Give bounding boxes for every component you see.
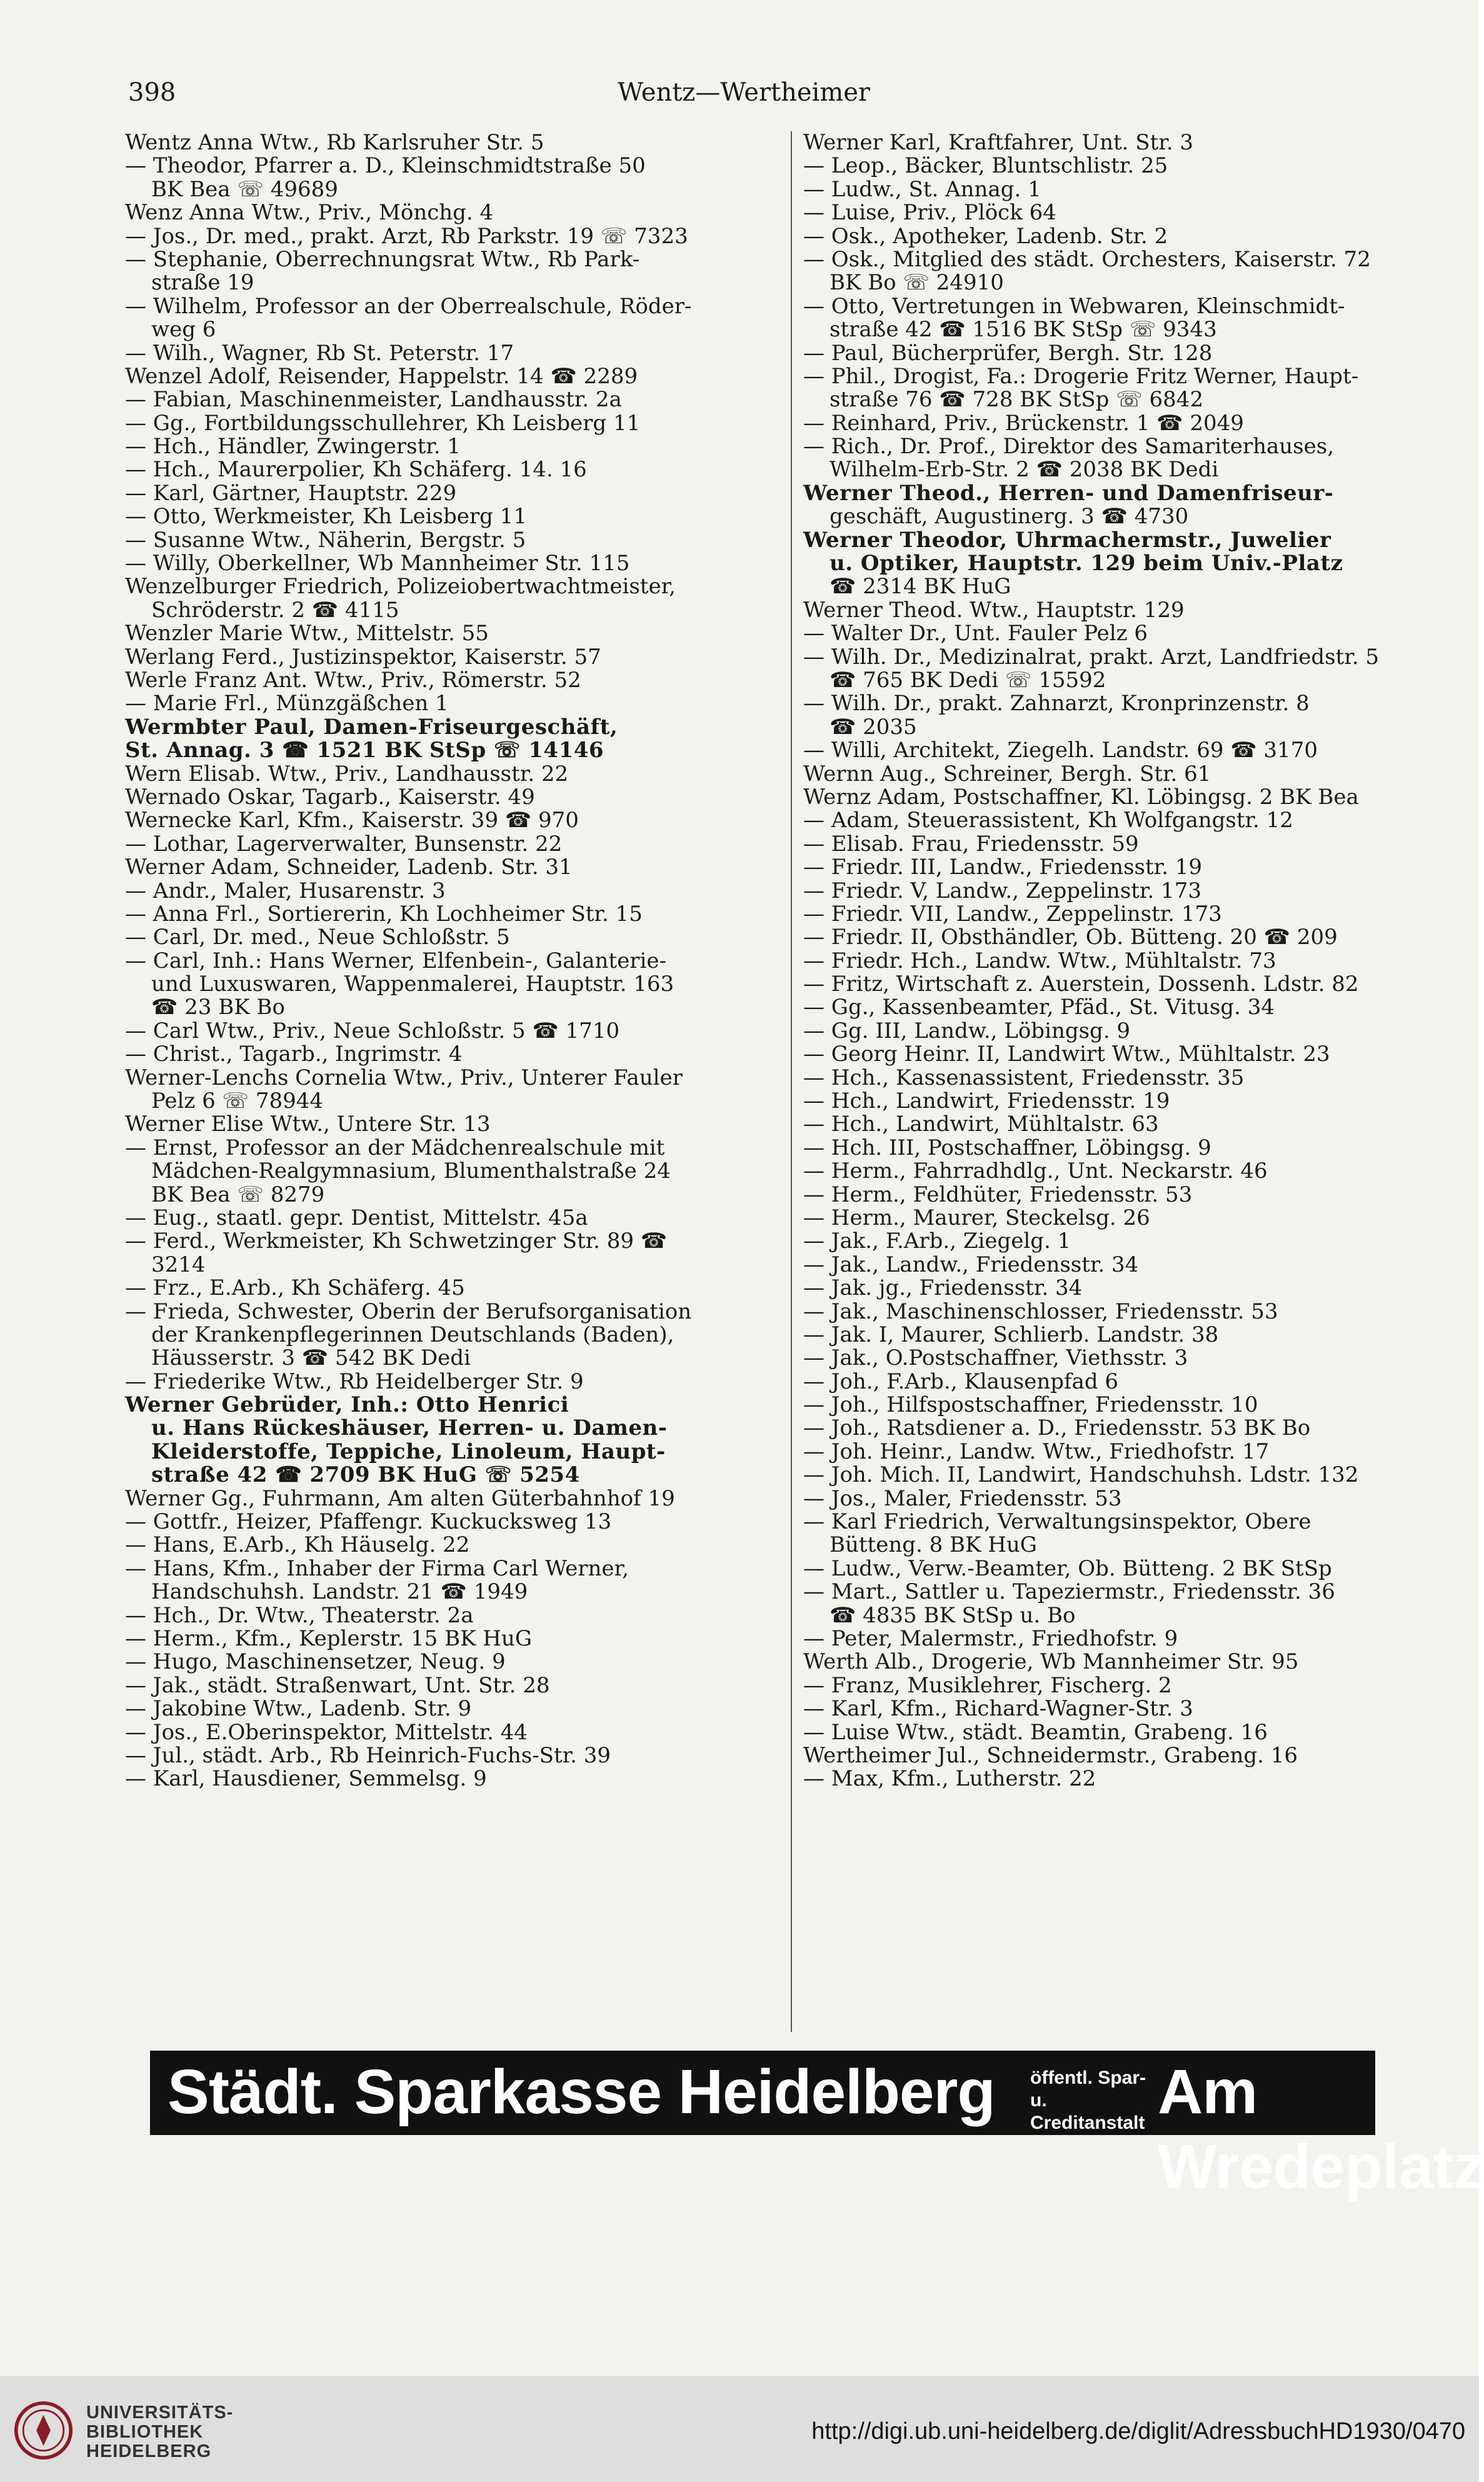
directory-entry-line: — Georg Heinr. II, Landwirt Wtw., Mühltalstr. 23 — [803, 1042, 1330, 1067]
directory-entry-line: — Jos., Maler, Friedensstr. 53 — [803, 1485, 1122, 1511]
directory-entry-line: — Friederike Wtw., Rb Heidelberger Str. 9 — [125, 1369, 584, 1394]
directory-entry-line: Werner Gebrüder, Inh.: Otto Henrici — [125, 1392, 569, 1418]
directory-entry-line: ☎ 765 BK Dedi ☏ 15592 — [830, 667, 1106, 693]
directory-entry-line: Handschuhsh. Landstr. 21 ☎ 1949 — [151, 1579, 528, 1605]
directory-entry-line: Wertheimer Jul., Schneidermstr., Grabeng. 16 — [803, 1742, 1298, 1768]
directory-entry-line: — Otto, Werkmeister, Kh Leisberg 11 — [125, 504, 527, 530]
directory-entry-line: — Jak. I, Maurer, Schlierb. Landstr. 38 — [803, 1322, 1219, 1347]
directory-entry-line: Wernz Adam, Postschaffner, Kl. Löbingsg. 2 BK Bea — [803, 784, 1359, 810]
directory-entry-line: straße 42 ☎ 2709 BK HuG ☏ 5254 — [151, 1462, 580, 1488]
directory-entry-line: — Friedr. VII, Landw., Zeppelinstr. 173 — [803, 901, 1222, 927]
directory-entry-line: Wernecke Karl, Kfm., Kaiserstr. 39 ☎ 970 — [125, 808, 579, 833]
directory-entry-line: Häusserstr. 3 ☎ 542 BK Dedi — [151, 1345, 471, 1371]
directory-entry-line: 3214 — [151, 1252, 206, 1277]
directory-entry-line: Schröderstr. 2 ☎ 4115 — [151, 597, 399, 623]
directory-entry-line: — Herm., Maurer, Steckelsg. 26 — [803, 1205, 1150, 1230]
viewer-footer — [0, 2376, 1479, 2482]
library-logo-text — [86, 2403, 233, 2461]
directory-entry-line: Wermbter Paul, Damen-Friseurgeschäft, — [125, 714, 618, 740]
directory-entry-line: — Jak., Maschinenschlosser, Friedensstr. 53 — [803, 1299, 1278, 1324]
directory-entry-line: — Wilh., Wagner, Rb St. Peterstr. 17 — [125, 340, 514, 366]
directory-entry-line: — Carl, Inh.: Hans Werner, Elfenbein-, Galanterie- — [125, 948, 666, 973]
directory-entry-line: Bütteng. 8 BK HuG — [830, 1532, 1037, 1558]
university-seal-icon — [14, 2401, 73, 2460]
directory-entry-line: Wernado Oskar, Tagarb., Kaiserstr. 49 — [125, 784, 535, 810]
logo-line-1: UNIVERSITÄTS- — [86, 2403, 234, 2423]
directory-entry-line: — Karl, Gärtner, Hauptstr. 229 — [125, 480, 457, 506]
directory-entry-line: — Willi, Architekt, Ziegelh. Landstr. 69 ☎ 3170 — [803, 738, 1318, 763]
directory-entry-line: — Willy, Oberkellner, Wb Mannheimer Str. 115 — [125, 551, 630, 576]
directory-entry-line: — Joh., Ratsdiener a. D., Friedensstr. 53 BK Bo — [803, 1415, 1311, 1441]
directory-entry-line: — Jos., E.Oberinspektor, Mittelstr. 44 — [125, 1719, 528, 1745]
directory-entry-line: — Gg., Fortbildungsschullehrer, Kh Leisberg 11 — [125, 410, 641, 436]
directory-entry-line: — Anna Frl., Sortiererin, Kh Lochheimer Str. 15 — [125, 901, 643, 927]
directory-entry-line: — Jak. jg., Friedensstr. 34 — [803, 1275, 1083, 1301]
directory-entry-line: straße 19 — [151, 270, 254, 296]
directory-entry-line: — Hch., Kassenassistent, Friedensstr. 35 — [803, 1065, 1245, 1090]
directory-entry-line: — Frz., E.Arb., Kh Schäferg. 45 — [125, 1275, 465, 1301]
directory-entry-line: Werner Adam, Schneider, Ladenb. Str. 31 — [125, 855, 573, 880]
column-divider — [791, 131, 792, 2032]
directory-entry-line: — Friedr. V, Landw., Zeppelinstr. 173 — [803, 878, 1201, 903]
directory-entry-line: — Jak., O.Postschaffner, Viethsstr. 3 — [803, 1345, 1188, 1371]
directory-entry-line: — Hch., Maurerpolier, Kh Schäferg. 14. 16 — [125, 457, 587, 483]
running-title: Wentz—Wertheimer — [617, 78, 871, 107]
directory-entry-line: — Herm., Feldhüter, Friedensstr. 53 — [803, 1182, 1193, 1207]
directory-entry-line: Wern Elisab. Wtw., Priv., Landhausstr. 22 — [125, 761, 569, 786]
directory-entry-line: Werner Theod., Herren- und Damenfriseur- — [803, 480, 1334, 506]
directory-entry-line: geschäft, Augustinerg. 3 ☎ 4730 — [830, 504, 1189, 530]
directory-entry-line: — Joh., Hilfspostschaffner, Friedensstr. 10 — [803, 1392, 1258, 1418]
directory-entry-line: Werner Theodor, Uhrmachermstr., Juwelier — [803, 527, 1331, 553]
directory-entry-line: — Hch. III, Postschaffner, Löbingsg. 9 — [803, 1135, 1211, 1160]
directory-entry-line: — Herm., Fahrradhdlg., Unt. Neckarstr. 46 — [803, 1158, 1268, 1184]
directory-entry-line: — Joh. Mich. II, Landwirt, Handschuhsh. Ldstr. 132 — [803, 1462, 1359, 1488]
directory-entry-line: — Hans, E.Arb., Kh Häuselg. 22 — [125, 1532, 470, 1558]
directory-entry-line: Wenzler Marie Wtw., Mittelstr. 55 — [125, 621, 489, 646]
directory-entry-line: — Hch., Landwirt, Friedensstr. 19 — [803, 1088, 1170, 1114]
directory-entry-line: — Otto, Vertretungen in Webwaren, Kleinschmidt- — [803, 293, 1345, 319]
right-column — [803, 131, 1453, 2038]
directory-entry-line: BK Bo ☏ 24910 — [830, 270, 1004, 296]
directory-entry-line: — Friedr. Hch., Landw. Wtw., Mühltalstr. 73 — [803, 948, 1276, 973]
directory-entry-line: Wenzelburger Friedrich, Polizeiobertwachtmeister, — [125, 574, 676, 600]
directory-entry-line: BK Bea ☏ 8279 — [151, 1182, 325, 1207]
directory-entry-line: St. Annag. 3 ☎ 1521 BK StSp ☏ 14146 — [125, 738, 604, 763]
directory-entry-line: — Karl, Kfm., Richard-Wagner-Str. 3 — [803, 1696, 1193, 1722]
page-header — [128, 74, 1360, 111]
directory-entry-line: — Jak., Landw., Friedensstr. 34 — [803, 1252, 1139, 1277]
directory-entry-line: — Eug., staatl. gepr. Dentist, Mittelstr. 45a — [125, 1205, 588, 1230]
directory-entry-line: — Friedr. II, Obsthändler, Ob. Bütteng. 20 ☎ 209 — [803, 925, 1338, 950]
directory-entry-line: — Hch., Händler, Zwingerstr. 1 — [125, 434, 461, 460]
directory-entry-line: — Friedr. III, Landw., Friedensstr. 19 — [803, 855, 1203, 880]
directory-entry-line: — Gottfr., Heizer, Pfaffengr. Kuckucksweg 13 — [125, 1509, 612, 1535]
directory-entry-line: — Reinhard, Priv., Brückenstr. 1 ☎ 2049 — [803, 410, 1244, 436]
banner-location-text: Am Wredeplatz — [1158, 2057, 1484, 2202]
directory-entry-line: Werlang Ferd., Justizinspektor, Kaiserstr. 57 — [125, 644, 601, 670]
directory-entry-line: Mädchen-Realgymnasium, Blumenthalstraße 24 — [151, 1158, 671, 1184]
directory-entry-line: Werle Franz Ant. Wtw., Priv., Römerstr. 52 — [125, 667, 581, 693]
directory-entry-line: — Ernst, Professor an der Mädchenrealschule mit — [125, 1135, 665, 1160]
directory-entry-line: Pelz 6 ☏ 78944 — [151, 1088, 323, 1114]
directory-entry-line: Wilhelm-Erb-Str. 2 ☎ 2038 BK Dedi — [830, 457, 1219, 483]
directory-entry-line: — Carl Wtw., Priv., Neue Schloßstr. 5 ☎ 1710 — [125, 1018, 620, 1043]
directory-entry-line: — Walter Dr., Unt. Fauler Pelz 6 — [803, 621, 1148, 646]
directory-entry-line: — Marie Frl., Münzgäßchen 1 — [125, 691, 449, 716]
directory-entry-line: — Elisab. Frau, Friedensstr. 59 — [803, 831, 1139, 857]
directory-entry-line: straße 76 ☎ 728 BK StSp ☏ 6842 — [830, 387, 1204, 413]
directory-entry-line: — Hch., Dr. Wtw., Theaterstr. 2a — [125, 1602, 474, 1628]
directory-entry-line: — Luise Wtw., städt. Beamtin, Grabeng. 16 — [803, 1719, 1268, 1745]
directory-entry-line: — Susanne Wtw., Näherin, Bergstr. 5 — [125, 527, 526, 553]
directory-entry-line: u. Optiker, Hauptstr. 129 beim Univ.-Platz — [830, 551, 1343, 576]
directory-entry-line: — Gg. III, Landw., Löbingsg. 9 — [803, 1018, 1131, 1043]
directory-entry-line: — Karl, Hausdiener, Semmelsg. 9 — [125, 1766, 487, 1792]
left-column — [125, 131, 775, 2038]
directory-entry-line: — Ferd., Werkmeister, Kh Schwetzinger Str. 89 ☎ — [125, 1228, 668, 1254]
directory-entry-line: — Fabian, Maschinenmeister, Landhausstr. 2a — [125, 387, 622, 413]
directory-entry-line: — Hans, Kfm., Inhaber der Firma Carl Werner, — [125, 1555, 629, 1581]
directory-entry-line: ☎ 2035 — [830, 714, 917, 740]
advertisement-banner — [150, 2051, 1484, 2202]
directory-entry-line: Werth Alb., Drogerie, Wb Mannheimer Str. 95 — [803, 1649, 1299, 1675]
directory-entry-line: — Wilh. Dr., Medizinalrat, prakt. Arzt, Landfriedstr. 5 — [803, 644, 1379, 670]
directory-entry-line: Wenzel Adolf, Reisender, Happelstr. 14 ☎ 2289 — [125, 363, 638, 389]
directory-entry-line: — Peter, Malermstr., Friedhofstr. 9 — [803, 1626, 1178, 1651]
directory-entry-line: Werner Elise Wtw., Untere Str. 13 — [125, 1112, 491, 1137]
directory-entry-line: — Fritz, Wirtschaft z. Auerstein, Dossenh. Ldstr. 82 — [803, 972, 1359, 997]
directory-entry-line: — Leop., Bäcker, Bluntschlistr. 25 — [803, 153, 1168, 179]
directory-entry-line: Werner Gg., Fuhrmann, Am alten Güterbahnhof 19 — [125, 1485, 675, 1511]
directory-entry-line: — Max, Kfm., Lutherstr. 22 — [803, 1766, 1096, 1792]
directory-entry-line: und Luxuswaren, Wappenmalerei, Hauptstr. 163 — [151, 972, 674, 997]
directory-entry-line: — Joh., F.Arb., Klausenpfad 6 — [803, 1369, 1119, 1394]
directory-entry-line: ☎ 4835 BK StSp u. Bo — [830, 1602, 1076, 1628]
banner-small-line-1: öffentl. Spar- u. — [1030, 2067, 1146, 2111]
logo-line-2: BIBLIOTHEK — [86, 2422, 204, 2442]
directory-entry-line: — Frieda, Schwester, Oberin der Berufsorganisation — [125, 1299, 692, 1324]
directory-entry-line: — Paul, Bücherprüfer, Bergh. Str. 128 — [803, 340, 1213, 366]
directory-entry-line: — Franz, Musiklehrer, Fischerg. 2 — [803, 1672, 1172, 1698]
directory-entry-line: — Rich., Dr. Prof., Direktor des Samariterhauses, — [803, 434, 1335, 460]
directory-entry-line: — Gg., Kassenbeamter, Pfäd., St. Vitusg. 34 — [803, 995, 1275, 1020]
source-url-link[interactable]: http://digi.ub.uni-heidelberg.de/diglit/AdressbuchHD1930/0470 — [811, 2418, 1465, 2444]
directory-entry-line: — Mart., Sattler u. Tapeziermstr., Friedensstr. 36 — [803, 1579, 1335, 1605]
directory-entry-line: — Jul., städt. Arb., Rb Heinrich-Fuchs-Str. 39 — [125, 1742, 611, 1768]
directory-entry-line: — Theodor, Pfarrer a. D., Kleinschmidtstraße 50 — [125, 153, 646, 179]
directory-entry-line: — Stephanie, Oberrechnungsrat Wtw., Rb Park- — [125, 246, 640, 272]
directory-entry-line: u. Hans Rückeshäuser, Herren- u. Damen- — [151, 1415, 668, 1441]
directory-entry-line: Werner Theod. Wtw., Hauptstr. 129 — [803, 597, 1185, 623]
directory-entry-line: Kleiderstoffe, Teppiche, Linoleum, Haupt- — [151, 1439, 666, 1464]
directory-entry-line: Wernn Aug., Schreiner, Bergh. Str. 61 — [803, 761, 1211, 786]
directory-entry-line: — Phil., Drogist, Fa.: Drogerie Fritz Werner, Haupt- — [803, 363, 1359, 389]
directory-entry-line: Wentz Anna Wtw., Rb Karlsruher Str. 5 — [125, 130, 544, 155]
directory-entry-line: — Luise, Priv., Plöck 64 — [803, 200, 1056, 226]
banner-small-text — [1030, 2067, 1149, 2134]
directory-entry-line: der Krankenpflegerinnen Deutschlands (Baden), — [151, 1322, 674, 1347]
directory-entry-line: — Jakobine Wtw., Ladenb. Str. 9 — [125, 1696, 472, 1722]
banner-main-text: Städt. Sparkasse Heidelberg — [168, 2057, 995, 2127]
directory-entry-line: weg 6 — [151, 317, 216, 343]
directory-entry-line: — Andr., Maler, Husarenstr. 3 — [125, 878, 446, 903]
directory-entry-line: — Jos., Dr. med., prakt. Arzt, Rb Parkstr. 19 ☏ 7323 — [125, 223, 688, 249]
directory-entry-line: — Hugo, Maschinensetzer, Neug. 9 — [125, 1649, 506, 1675]
directory-entry-line: — Jak., F.Arb., Ziegelg. 1 — [803, 1228, 1071, 1254]
directory-entry-line: Werner Karl, Kraftfahrer, Unt. Str. 3 — [803, 130, 1194, 155]
banner-small-line-2: Creditanstalt — [1030, 2113, 1145, 2133]
directory-entry-line: — Hch., Landwirt, Mühltalstr. 63 — [803, 1112, 1159, 1137]
directory-entry-line: ☎ 2314 BK HuG — [830, 574, 1011, 600]
directory-entry-line: — Carl, Dr. med., Neue Schloßstr. 5 — [125, 925, 510, 950]
directory-entry-line: — Adam, Steuerassistent, Kh Wolfgangstr. 12 — [803, 808, 1293, 833]
directory-entry-line: BK Bea ☏ 49689 — [151, 176, 338, 202]
directory-entry-line: — Karl Friedrich, Verwaltungsinspektor, Obere — [803, 1509, 1311, 1535]
directory-entry-line: — Wilhelm, Professor an der Oberrealschule, Röder- — [125, 293, 692, 319]
directory-entry-line: — Joh. Heinr., Landw. Wtw., Friedhofstr. 17 — [803, 1439, 1270, 1464]
directory-entry-line: — Jak., städt. Straßenwart, Unt. Str. 28 — [125, 1672, 550, 1698]
directory-entry-line: Wenz Anna Wtw., Priv., Mönchg. 4 — [125, 200, 494, 226]
directory-entry-line: straße 42 ☎ 1516 BK StSp ☏ 9343 — [830, 317, 1217, 343]
directory-entry-line: ☎ 23 BK Bo — [151, 995, 285, 1020]
directory-entry-line: — Ludw., Verw.-Beamter, Ob. Bütteng. 2 BK StSp — [803, 1555, 1332, 1581]
directory-entry-line: — Herm., Kfm., Keplerstr. 15 BK HuG — [125, 1626, 532, 1651]
logo-line-3: HEIDELBERG — [86, 2441, 212, 2461]
directory-entry-line: Werner-Lenchs Cornelia Wtw., Priv., Unterer Fauler — [125, 1065, 683, 1090]
directory-entry-line: — Osk., Mitglied des städt. Orchesters, Kaiserstr. 72 — [803, 246, 1371, 272]
directory-entry-line: — Wilh. Dr., prakt. Zahnarzt, Kronprinzenstr. 8 — [803, 691, 1310, 716]
directory-entry-line: — Christ., Tagarb., Ingrimstr. 4 — [125, 1042, 463, 1067]
page-number: 398 — [128, 78, 176, 107]
directory-entry-line: — Ludw., St. Annag. 1 — [803, 176, 1041, 202]
directory-entry-line: — Osk., Apotheker, Ladenb. Str. 2 — [803, 223, 1168, 249]
directory-entry-line: — Lothar, Lagerverwalter, Bunsenstr. 22 — [125, 831, 563, 857]
